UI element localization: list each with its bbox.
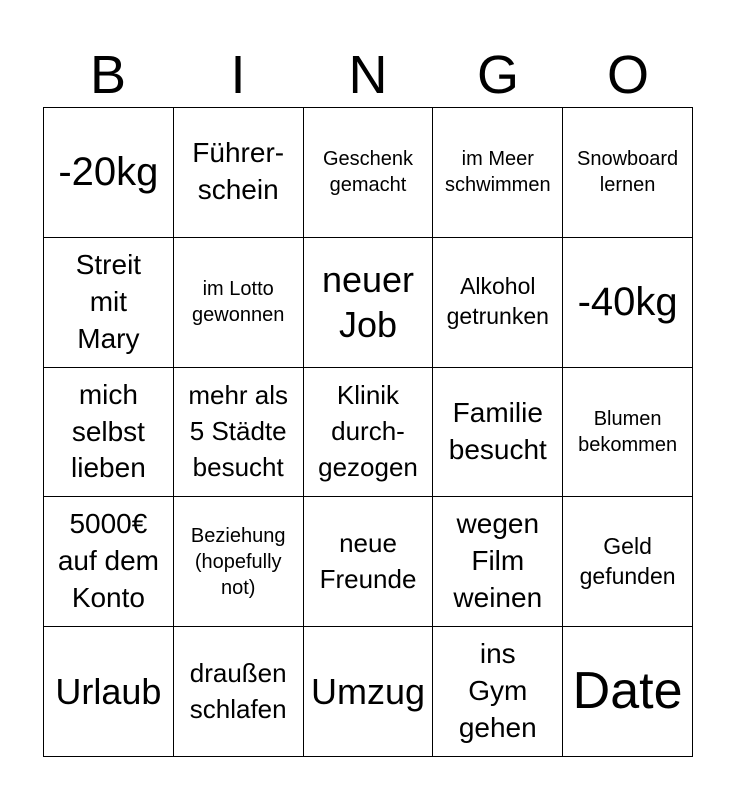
bingo-cell-5-4[interactable] <box>433 627 563 757</box>
bingo-cell-5-1[interactable] <box>44 627 174 757</box>
header-letter-o: O <box>606 45 649 105</box>
bingo-cell-2-3[interactable] <box>304 238 434 368</box>
bingo-cell-2-1[interactable] <box>44 238 174 368</box>
header-letter-n: N <box>348 45 388 105</box>
cell-text: Beziehung (hopefully not) <box>190 524 286 599</box>
cell-text: Klinik durch- gezogen <box>318 380 418 482</box>
bingo-cell-3-2[interactable] <box>174 368 304 498</box>
bingo-header <box>43 42 693 108</box>
cell-text: mehr als 5 Städte besucht <box>188 380 289 482</box>
bingo-cell-5-2[interactable] <box>174 627 304 757</box>
bingo-cell-5-3[interactable] <box>304 627 434 757</box>
header-letter-i: I <box>230 45 246 105</box>
bingo-cell-1-1[interactable] <box>44 108 174 238</box>
cell-text: Geld gefunden <box>579 532 676 589</box>
cell-text: Streit mit Mary <box>75 248 142 354</box>
bingo-cell-4-5[interactable] <box>563 497 693 627</box>
cell-text: Alkohol getrunken <box>446 273 549 330</box>
cell-text: Umzug <box>310 671 425 713</box>
cell-text: -40kg <box>577 280 678 325</box>
bingo-cell-4-4[interactable] <box>433 497 563 627</box>
bingo-cell-3-1[interactable] <box>44 368 174 498</box>
cell-text: neuer Job <box>321 259 415 346</box>
cell-text: wegen Film weinen <box>453 508 543 614</box>
bingo-cell-3-5[interactable] <box>563 368 693 498</box>
cell-text: Snowboard lernen <box>577 148 679 197</box>
bingo-cell-2-2[interactable] <box>174 238 304 368</box>
bingo-cell-1-2[interactable] <box>174 108 304 238</box>
cell-text: im Meer schwimmen <box>445 148 551 197</box>
bingo-cell-1-4[interactable] <box>433 108 563 238</box>
cell-text: Familie besucht <box>448 397 547 465</box>
bingo-cell-1-5[interactable] <box>563 108 693 238</box>
bingo-cell-5-5[interactable] <box>563 627 693 757</box>
bingo-cell-4-1[interactable] <box>44 497 174 627</box>
bingo-cell-3-4[interactable] <box>433 368 563 498</box>
cell-text: ins Gym gehen <box>458 638 537 744</box>
cell-text: Geschenk gemacht <box>322 148 414 197</box>
cell-text: 5000€ auf dem Konto <box>57 508 159 614</box>
cell-text: -20kg <box>58 150 159 195</box>
bingo-cell-1-3[interactable] <box>304 108 434 238</box>
bingo-grid <box>43 107 693 757</box>
header-letter-b: B <box>89 45 127 105</box>
cell-text: im Lotto gewonnen <box>192 278 285 327</box>
cell-text: Urlaub <box>55 671 162 713</box>
bingo-cell-4-2[interactable] <box>174 497 304 627</box>
header-letter-g: G <box>476 45 519 105</box>
bingo-cell-2-4[interactable] <box>433 238 563 368</box>
cell-text: Führer- schein <box>192 137 285 206</box>
cell-text: draußen schlafen <box>189 657 287 724</box>
bingo-cell-4-3[interactable] <box>304 497 434 627</box>
bingo-cell-3-3[interactable] <box>304 368 434 498</box>
cell-text: Date <box>572 662 683 720</box>
cell-text: Blumen bekommen <box>578 407 678 456</box>
bingo-cell-2-5[interactable] <box>563 238 693 368</box>
cell-text: neue Freunde <box>319 527 417 594</box>
cell-text: mich selbst lieben <box>71 378 146 484</box>
